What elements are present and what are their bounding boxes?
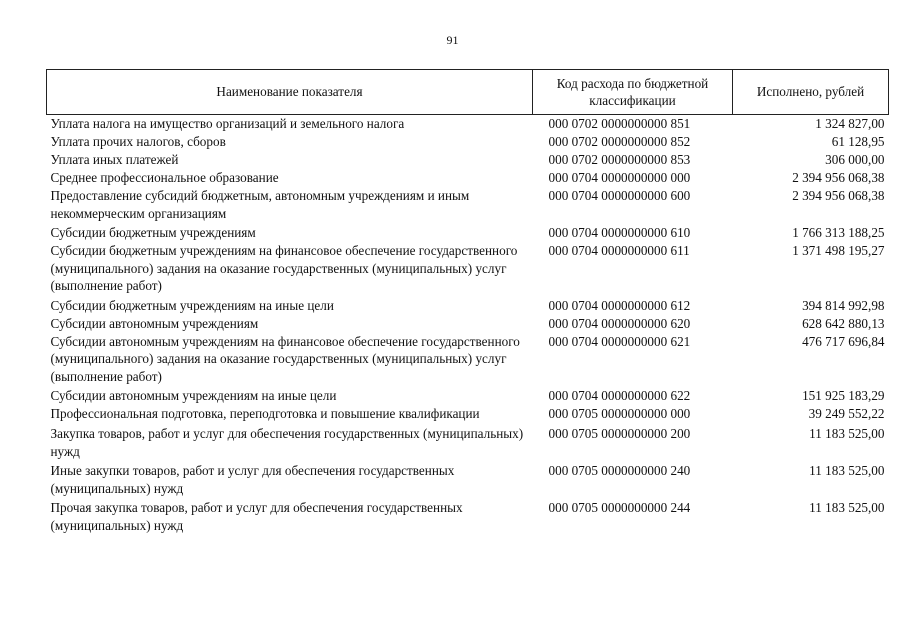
budget-execution-table [46,69,889,534]
table-row [47,169,889,187]
table-row [47,151,889,169]
table-row [47,405,889,423]
budget-code: 000 0702 0000000000 851 [548,116,691,131]
indicator-name: Профессиональная подготовка, переподготовка и повышение квалификации [50,406,480,421]
budget-code: 000 0705 0000000000 000 [548,406,691,421]
table-row [47,460,889,497]
executed-amount: 1 324 827,00 [815,116,885,131]
executed-amount: 1 371 498 195,27 [792,243,885,258]
executed-amount: 628 642 880,13 [802,315,885,331]
executed-amount: 2 394 956 068,38 [792,188,885,203]
indicator-name: Субсидии бюджетным учреждениям [50,225,256,240]
table-row [47,187,889,222]
table-row [47,115,889,134]
budget-code: 000 0702 0000000000 852 [548,134,691,149]
executed-amount: 476 717 696,84 [802,333,885,349]
budget-code: 000 0704 0000000000 600 [548,188,691,203]
budget-code: 000 0704 0000000000 620 [548,315,691,331]
indicator-name: Субсидии автономным учреждениям на финансовое обеспечение государственного (муниципального) задания на оказание государственных (муниципальных) услуг (выполнение работ) [50,333,520,384]
indicator-name: Предоставление субсидий бюджетным, автономным учреждениям и иным некоммерческим организациям [50,188,470,221]
executed-amount: 306 000,00 [825,152,885,167]
executed-amount: 2 394 956 068,38 [792,170,885,185]
budget-code: 000 0704 0000000000 000 [548,170,691,185]
budget-code: 000 0704 0000000000 621 [548,333,691,349]
indicator-name: Иные закупки товаров, работ и услуг для обеспечения государственных (муниципальных) нужд [50,463,455,496]
indicator-name: Уплата иных платежей [50,152,179,167]
budget-code: 000 0704 0000000000 622 [548,388,691,403]
indicator-name: Субсидии автономным учреждениям на иные цели [50,388,337,403]
executed-amount: 39 249 552,22 [808,406,885,421]
header-indicator-name: Наименование показателя [47,70,533,115]
indicator-name: Закупка товаров, работ и услуг для обеспечения государственных (муниципальных) нужд [50,426,524,459]
indicator-name: Субсидии бюджетным учреждениям на финансовое обеспечение государственного (муниципального) задания на оказание государственных (муниципальных) услуг (выполнение работ) [50,243,518,293]
table-row [47,497,889,534]
indicator-name: Прочая закупка товаров, работ и услуг для обеспечения государственных (муниципальных) нужд [50,500,463,533]
executed-amount: 151 925 183,29 [802,388,885,403]
executed-amount: 61 128,95 [831,134,885,149]
indicator-name: Уплата налога на имущество организаций и земельного налога [50,116,405,131]
executed-amount: 1 766 313 188,25 [792,225,885,240]
executed-amount: 11 183 525,00 [809,463,885,478]
budget-code: 000 0704 0000000000 611 [548,243,690,258]
budget-code: 000 0705 0000000000 240 [548,463,691,478]
indicator-name: Среднее профессиональное образование [50,170,279,185]
page-number: 91 [446,33,459,47]
indicator-name: Субсидии автономным учреждениям [50,315,259,331]
table-row [47,295,889,315]
header-executed-amount: Исполнено, рублей [733,70,889,115]
table-row [47,242,889,295]
budget-code: 000 0704 0000000000 612 [548,297,691,313]
budget-code: 000 0702 0000000000 853 [548,152,691,167]
table-row [47,423,889,460]
executed-amount: 11 183 525,00 [809,500,885,515]
executed-amount: 11 183 525,00 [809,426,885,441]
header-budget-code: Код расхода по бюджетной классификации [533,70,733,115]
indicator-name: Уплата прочих налогов, сборов [50,134,226,149]
table-row [47,385,889,405]
budget-code: 000 0705 0000000000 200 [548,426,691,441]
table-row [47,333,889,386]
table-body [47,115,889,535]
table-row [47,133,889,151]
budget-code: 000 0704 0000000000 610 [548,225,691,240]
table-header [47,70,889,115]
table-row [47,315,889,333]
executed-amount: 394 814 992,98 [802,297,885,313]
header-row [47,70,889,115]
indicator-name: Субсидии бюджетным учреждениям на иные цели [50,297,334,313]
budget-code: 000 0705 0000000000 244 [548,500,691,515]
table-row [47,222,889,242]
